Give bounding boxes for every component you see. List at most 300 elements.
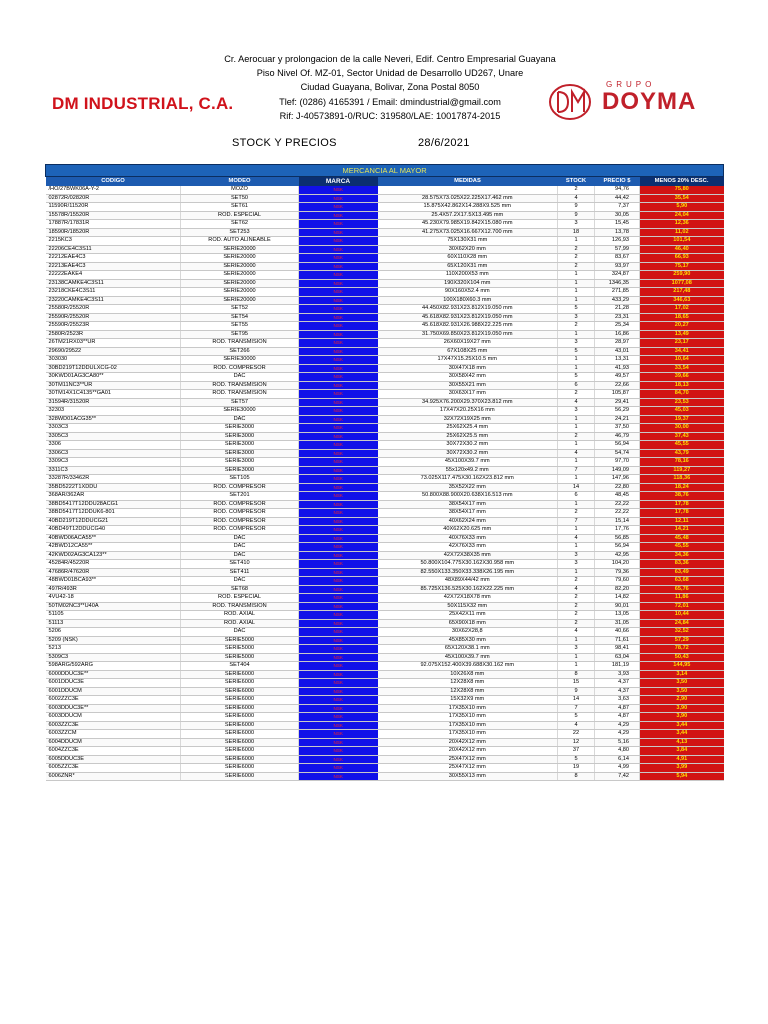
cell-precio: 40,66 <box>595 628 640 637</box>
cell-descuento: 5,94 <box>640 772 724 781</box>
cell-precio: 63,04 <box>595 653 640 662</box>
cell-stock: 3 <box>558 645 595 654</box>
cell-descuento: 13,49 <box>640 330 724 339</box>
cell-marca: NSK <box>299 534 378 543</box>
cell-medidas: 92.075X152.400X39.688X30.162 mm <box>378 662 558 671</box>
cell-modelo: SERIE6000 <box>181 721 299 730</box>
table-row <box>46 254 724 263</box>
cell-stock: 18 <box>558 228 595 237</box>
cell-marca: NSK <box>299 492 378 501</box>
cell-stock: 3 <box>558 220 595 229</box>
cell-stock: 9 <box>558 687 595 696</box>
table-row <box>46 288 724 297</box>
cell-precio: 56,94 <box>595 441 640 450</box>
cell-stock: 2 <box>558 262 595 271</box>
cell-codigo: 22212EAE4C3 <box>46 254 181 263</box>
cell-medidas: 30X62X28,8 <box>378 628 558 637</box>
cell-codigo: 25580R/25520R <box>46 305 181 314</box>
cell-stock: 1 <box>558 653 595 662</box>
table-banner: MERCANCIA AL MAYOR <box>46 165 724 177</box>
cell-descuento: 24,84 <box>640 619 724 628</box>
cell-medidas: 10X26X8 mm <box>378 670 558 679</box>
table-row <box>46 390 724 399</box>
address-line: Cr. Aerocuar y prolongacion de la calle Neveri, Edif. Centro Empresarial Guayana <box>224 54 556 64</box>
table-row <box>46 245 724 254</box>
cell-stock: 4 <box>558 449 595 458</box>
cell-descuento: 38,76 <box>640 492 724 501</box>
cell-modelo: ROD. TRANSMISION <box>181 339 299 348</box>
cell-medidas: 40X76X33 mm <box>378 534 558 543</box>
cell-marca: NSK <box>299 475 378 484</box>
cell-descuento: 118,36 <box>640 475 724 484</box>
cell-descuento: 83,36 <box>640 560 724 569</box>
cell-precio: 29,41 <box>595 398 640 407</box>
cell-stock: 2 <box>558 611 595 620</box>
table-row <box>46 543 724 552</box>
cell-codigo: 6003DDUC3E** <box>46 704 181 713</box>
cell-marca: NSK <box>299 381 378 390</box>
cell-descuento: 72,01 <box>640 602 724 611</box>
cell-modelo: SET52 <box>181 305 299 314</box>
cell-codigo: 3309C3 <box>46 458 181 467</box>
cell-marca: NSK <box>299 262 378 271</box>
cell-stock: 1 <box>558 279 595 288</box>
cell-marca: NSK <box>299 551 378 560</box>
cell-stock: 7 <box>558 466 595 475</box>
cell-medidas: 73.025X117.475X30.162X23.812 mm <box>378 475 558 484</box>
cell-precio: 90,01 <box>595 602 640 611</box>
cell-codigo: 23218CKE4C3S11 <box>46 288 181 297</box>
cell-marca: NSK <box>299 339 378 348</box>
cell-codigo: 51105 <box>46 611 181 620</box>
cell-codigo: 42BWD12CA55** <box>46 543 181 552</box>
cell-precio: 44,42 <box>595 194 640 203</box>
cell-marca: NSK <box>299 730 378 739</box>
cell-marca: NSK <box>299 679 378 688</box>
cell-marca: NSK <box>299 568 378 577</box>
cell-marca: NSK <box>299 738 378 747</box>
table-row <box>46 662 724 671</box>
cell-modelo: SERIE20000 <box>181 296 299 305</box>
cell-modelo: DAC <box>181 415 299 424</box>
table-row <box>46 636 724 645</box>
cell-descuento: 43,79 <box>640 449 724 458</box>
cell-descuento: 1077,08 <box>640 279 724 288</box>
cell-descuento: 18,24 <box>640 483 724 492</box>
cell-marca: NSK <box>299 441 378 450</box>
cell-descuento: 101,54 <box>640 237 724 246</box>
cell-medidas: 25X42X11 mm <box>378 611 558 620</box>
table-row <box>46 517 724 526</box>
cell-modelo: ROD. COMPRESOR <box>181 364 299 373</box>
price-table-container <box>45 164 723 781</box>
cell-modelo: SERIE5000 <box>181 645 299 654</box>
cell-descuento: 346,63 <box>640 296 724 305</box>
cell-marca: NSK <box>299 653 378 662</box>
cell-descuento: 217,48 <box>640 288 724 297</box>
cell-medidas: 25X47X12 mm <box>378 764 558 773</box>
cell-modelo: DAC <box>181 543 299 552</box>
cell-medidas: 17X35X10 mm <box>378 730 558 739</box>
cell-precio: 104,20 <box>595 560 640 569</box>
cell-marca: NSK <box>299 449 378 458</box>
cell-marca: NSK <box>299 347 378 356</box>
cell-codigo: 5206 <box>46 628 181 637</box>
cell-medidas: 15.875X42.862X14.288X9.525 mm <box>378 203 558 212</box>
cell-stock: 9 <box>558 203 595 212</box>
cell-stock: 8 <box>558 670 595 679</box>
table-row <box>46 679 724 688</box>
table-row <box>46 313 724 322</box>
cell-descuento: 3,90 <box>640 713 724 722</box>
cell-marca: NSK <box>299 390 378 399</box>
cell-medidas: 30X55X21 mm <box>378 381 558 390</box>
table-row <box>46 373 724 382</box>
cell-descuento: 75,17 <box>640 262 724 271</box>
cell-precio: 13,05 <box>595 611 640 620</box>
cell-codigo: 6001DDUC3E <box>46 679 181 688</box>
cell-descuento: 23,17 <box>640 339 724 348</box>
cell-modelo: SERIE6000 <box>181 730 299 739</box>
cell-descuento: 3,50 <box>640 679 724 688</box>
cell-stock: 12 <box>558 738 595 747</box>
cell-codigo: 2580R/2523R <box>46 330 181 339</box>
cell-modelo: SERIE6000 <box>181 704 299 713</box>
cell-stock: 4 <box>558 534 595 543</box>
cell-descuento: 259,90 <box>640 271 724 280</box>
cell-medidas: 190X320X104 mm <box>378 279 558 288</box>
cell-codigo: 6003ZZC3E <box>46 721 181 730</box>
table-row <box>46 628 724 637</box>
cell-descuento: 4,13 <box>640 738 724 747</box>
cell-marca: NSK <box>299 509 378 518</box>
cell-modelo: SERIE6000 <box>181 747 299 756</box>
cell-medidas: 17X35X10 mm <box>378 713 558 722</box>
cell-modelo: DAC <box>181 577 299 586</box>
cell-stock: 37 <box>558 747 595 756</box>
cell-codigo: 38BD5417T12DDUK6-801 <box>46 509 181 518</box>
cell-marca: NSK <box>299 636 378 645</box>
cell-marca: NSK <box>299 356 378 365</box>
cell-medidas: 17X35X10 mm <box>378 721 558 730</box>
table-row <box>46 356 724 365</box>
cell-marca: NSK <box>299 526 378 535</box>
cell-medidas: 41.275X73.025X16.667X12.700 mm <box>378 228 558 237</box>
cell-modelo: ROD. ESPECIAL <box>181 211 299 220</box>
cell-codigo: 5309C3 <box>46 653 181 662</box>
cell-precio: 324,87 <box>595 271 640 280</box>
table-row <box>46 577 724 586</box>
cell-codigo: 3303C3 <box>46 424 181 433</box>
table-row <box>46 764 724 773</box>
cell-descuento: 2,90 <box>640 696 724 705</box>
cell-descuento: 63,49 <box>640 568 724 577</box>
cell-stock: 3 <box>558 407 595 416</box>
cell-modelo: SERIE20000 <box>181 262 299 271</box>
cell-codigo: 6000DDUC3E** <box>46 670 181 679</box>
cell-descuento: 11,86 <box>640 594 724 603</box>
table-row <box>46 534 724 543</box>
cell-marca: NSK <box>299 458 378 467</box>
cell-descuento: 39,66 <box>640 373 724 382</box>
cell-modelo: SET411 <box>181 568 299 577</box>
cell-medidas: 44.450X82.931X23.812X19.050 mm <box>378 305 558 314</box>
cell-stock: 1 <box>558 237 595 246</box>
cell-modelo: ROD. COMPRESOR <box>181 509 299 518</box>
cell-marca: NSK <box>299 186 378 194</box>
cell-stock: 1 <box>558 330 595 339</box>
cell-descuento: 45,48 <box>640 534 724 543</box>
cell-codigo: 598ARG/592ARG <box>46 662 181 671</box>
cell-precio: 4,29 <box>595 730 640 739</box>
cell-marca: NSK <box>299 407 378 416</box>
cell-precio: 54,74 <box>595 449 640 458</box>
cell-medidas: 60X110X28 mm <box>378 254 558 263</box>
cell-stock: 2 <box>558 432 595 441</box>
cell-descuento: 5,90 <box>640 203 724 212</box>
cell-marca: NSK <box>299 288 378 297</box>
cell-descuento: 20,27 <box>640 322 724 331</box>
cell-stock: 1 <box>558 415 595 424</box>
cell-precio: 4,29 <box>595 721 640 730</box>
cell-marca: NSK <box>299 713 378 722</box>
cell-medidas: 30X62X20 mm <box>378 245 558 254</box>
cell-medidas: 35X52X22 mm <box>378 483 558 492</box>
table-row <box>46 305 724 314</box>
cell-stock: 1 <box>558 271 595 280</box>
cell-codigo: 47686R/47620R <box>46 568 181 577</box>
cell-descuento: 144,95 <box>640 662 724 671</box>
cell-descuento: 34,41 <box>640 347 724 356</box>
cell-stock: 5 <box>558 305 595 314</box>
company-name: DM INDUSTRIAL, C.A. <box>52 94 234 113</box>
cell-medidas: 30X58X42 mm <box>378 373 558 382</box>
cell-codigo: 30KWD01AG3CA80** <box>46 373 181 382</box>
cell-descuento: 66,93 <box>640 254 724 263</box>
cell-codigo: 22206CE4C3S11 <box>46 245 181 254</box>
address-line: Piso Nivel Of. MZ-01, Sector Unidad de Desarrollo UD267, Unare <box>256 68 524 79</box>
cell-stock: 2 <box>558 245 595 254</box>
cell-modelo: DAC <box>181 534 299 543</box>
cell-precio: 82,20 <box>595 585 640 594</box>
cell-marca: NSK <box>299 194 378 203</box>
cell-codigo: 51113 <box>46 619 181 628</box>
cell-descuento: 14,21 <box>640 526 724 535</box>
cell-medidas: 50.800X88.900X20.638X16.513 mm <box>378 492 558 501</box>
cell-stock: 22 <box>558 730 595 739</box>
cell-medidas: 30X47X18 mm <box>378 364 558 373</box>
cell-descuento: 19,37 <box>640 415 724 424</box>
cell-marca: NSK <box>299 696 378 705</box>
cell-descuento: 63,68 <box>640 577 724 586</box>
table-row <box>46 237 724 246</box>
cell-stock: 1 <box>558 364 595 373</box>
cell-medidas: 15X32X9 mm <box>378 696 558 705</box>
cell-modelo: ROD. TRANSMISION <box>181 390 299 399</box>
cell-stock: 2 <box>558 509 595 518</box>
cell-codigo: 3306 <box>46 441 181 450</box>
cell-codigo: 33287R/33462R <box>46 475 181 484</box>
cell-precio: 22,22 <box>595 500 640 509</box>
cell-descuento: 78,72 <box>640 645 724 654</box>
company-address <box>200 52 580 123</box>
table-row <box>46 432 724 441</box>
cell-marca: NSK <box>299 670 378 679</box>
cell-stock: 2 <box>558 619 595 628</box>
cell-modelo: SET62 <box>181 220 299 229</box>
cell-codigo: 6004DDUCM <box>46 738 181 747</box>
cell-modelo: SERIE20000 <box>181 245 299 254</box>
cell-stock: 4 <box>558 628 595 637</box>
cell-precio: 22,66 <box>595 381 640 390</box>
cell-medidas: 65X120X38.1 mm <box>378 645 558 654</box>
cell-precio: 98,41 <box>595 645 640 654</box>
cell-medidas: 30X55X13 mm <box>378 772 558 781</box>
table-row <box>46 381 724 390</box>
cell-stock: 5 <box>558 755 595 764</box>
cell-codigo: 02872R/02820R <box>46 194 181 203</box>
cell-descuento: 45,55 <box>640 441 724 450</box>
cell-marca: NSK <box>299 483 378 492</box>
cell-codigo: 6005DDUC3E <box>46 755 181 764</box>
cell-precio: 21,28 <box>595 305 640 314</box>
cell-stock: 8 <box>558 772 595 781</box>
table-row <box>46 585 724 594</box>
cell-medidas: 30X72X30.2 mm <box>378 449 558 458</box>
cell-modelo: SET404 <box>181 662 299 671</box>
cell-codigo: 30BD219T12DDULXCG-02 <box>46 364 181 373</box>
cell-codigo: 30TM14X1C4135**GA01 <box>46 390 181 399</box>
cell-precio: 3,63 <box>595 696 640 705</box>
cell-precio: 4,37 <box>595 679 640 688</box>
cell-medidas: 45X100X39.7 mm <box>378 653 558 662</box>
cell-codigo: 15578R/15520R <box>46 211 181 220</box>
cell-stock: 14 <box>558 483 595 492</box>
cell-precio: 1346,35 <box>595 279 640 288</box>
cell-descuento: 33,54 <box>640 364 724 373</box>
cell-marca: NSK <box>299 687 378 696</box>
cell-stock: 15 <box>558 679 595 688</box>
cell-descuento: 12,11 <box>640 517 724 526</box>
cell-medidas: 85.725X136.525X30.162X22.225 mm <box>378 585 558 594</box>
cell-descuento: 23,53 <box>640 398 724 407</box>
cell-descuento: 3,50 <box>640 687 724 696</box>
cell-descuento: 10,64 <box>640 356 724 365</box>
table-row <box>46 594 724 603</box>
cell-medidas: 40X62X20.625 mm <box>378 526 558 535</box>
cell-precio: 17,76 <box>595 526 640 535</box>
cell-marca: NSK <box>299 364 378 373</box>
cell-codigo: 31594R/31520R <box>46 398 181 407</box>
table-row <box>46 560 724 569</box>
cell-modelo: SET55 <box>181 322 299 331</box>
table-row <box>46 772 724 781</box>
cell-descuento: 46,40 <box>640 245 724 254</box>
cell-marca: NSK <box>299 560 378 569</box>
table-row <box>46 296 724 305</box>
cell-precio: 15,45 <box>595 220 640 229</box>
cell-codigo: 497R/493R <box>46 585 181 594</box>
cell-codigo: 42KWD02AG3CA123** <box>46 551 181 560</box>
cell-medidas: 25.4X57.2X17.5X13.495 mm <box>378 211 558 220</box>
cell-marca: NSK <box>299 611 378 620</box>
cell-marca: NSK <box>299 747 378 756</box>
table-row <box>46 500 724 509</box>
cell-precio: 97,70 <box>595 458 640 467</box>
cell-precio: 42,95 <box>595 551 640 560</box>
cell-modelo: SET61 <box>181 203 299 212</box>
table-row <box>46 262 724 271</box>
cell-modelo: SERIE20000 <box>181 271 299 280</box>
cell-precio: 15,14 <box>595 517 640 526</box>
contact-line: Tlef: (0286) 4165391 / Email: dmindustrial@gmail.com <box>279 96 501 107</box>
cell-modelo: SERIE3000 <box>181 424 299 433</box>
cell-modelo: DAC <box>181 373 299 382</box>
cell-medidas: 25X47X12 mm <box>378 755 558 764</box>
cell-codigo: 38BD5417T12DDU28ACG1 <box>46 500 181 509</box>
cell-codigo: 32303 <box>46 407 181 416</box>
cell-precio: 46,79 <box>595 432 640 441</box>
cell-marca: NSK <box>299 619 378 628</box>
cell-codigo: 50TM02NC3**U40A <box>46 602 181 611</box>
cell-precio: 28,97 <box>595 339 640 348</box>
col-header-stock: STOCK <box>558 177 595 187</box>
cell-marca: NSK <box>299 500 378 509</box>
cell-codigo: 40BWD06ACA55** <box>46 534 181 543</box>
cell-codigo: 3305C3 <box>46 432 181 441</box>
cell-modelo: SET57 <box>181 398 299 407</box>
col-header-modelo: MODEO <box>181 177 299 187</box>
cell-codigo: 4VU42-18 <box>46 594 181 603</box>
cell-precio: 25,34 <box>595 322 640 331</box>
cell-marca: NSK <box>299 585 378 594</box>
cell-modelo: SET95 <box>181 330 299 339</box>
cell-medidas: 38X54X17 mm <box>378 500 558 509</box>
table-row <box>46 449 724 458</box>
cell-stock: 1 <box>558 288 595 297</box>
cell-modelo: SET410 <box>181 560 299 569</box>
cell-marca: NSK <box>299 772 378 781</box>
cell-stock: 1 <box>558 458 595 467</box>
table-row <box>46 492 724 501</box>
cell-medidas: 30X72X30.2 mm <box>378 441 558 450</box>
cell-stock: 2 <box>558 390 595 399</box>
table-row <box>46 339 724 348</box>
cell-modelo: DAC <box>181 628 299 637</box>
cell-precio: 4,37 <box>595 687 640 696</box>
cell-modelo: SET201 <box>181 492 299 501</box>
table-row <box>46 730 724 739</box>
cell-codigo: 6003ZZCM <box>46 730 181 739</box>
cell-precio: 71,61 <box>595 636 640 645</box>
cell-marca: NSK <box>299 271 378 280</box>
cell-precio: 16,86 <box>595 330 640 339</box>
cell-medidas: 45X100X39.7 mm <box>378 458 558 467</box>
cell-precio: 22,22 <box>595 509 640 518</box>
table-row <box>46 475 724 484</box>
table-row <box>46 415 724 424</box>
cell-stock: 1 <box>558 568 595 577</box>
cell-medidas: 38X54X17 mm <box>378 509 558 518</box>
cell-marca: NSK <box>299 517 378 526</box>
cell-descuento: 45,55 <box>640 543 724 552</box>
cell-medidas: 45.618X82.931X26.988X22.225 mm <box>378 322 558 331</box>
cell-stock: 4 <box>558 585 595 594</box>
cell-modelo: SERIE6000 <box>181 679 299 688</box>
cell-stock: 1 <box>558 543 595 552</box>
cell-codigo: 25590R/25520R <box>46 313 181 322</box>
cell-precio: 7,42 <box>595 772 640 781</box>
